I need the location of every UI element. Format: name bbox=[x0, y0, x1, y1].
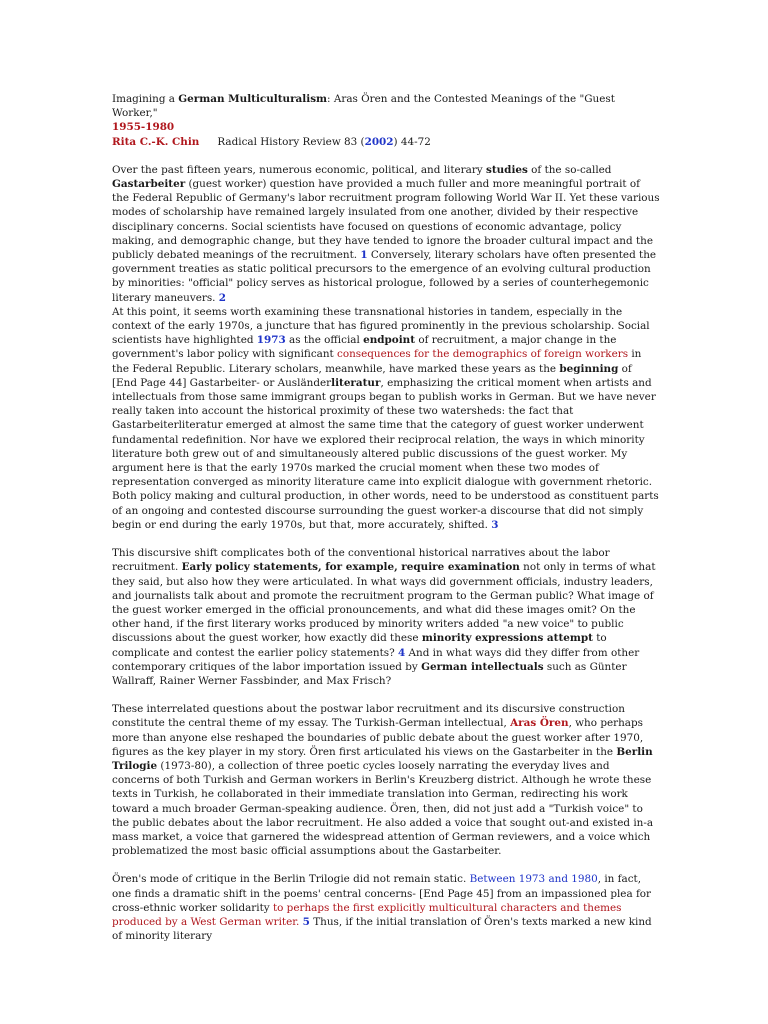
article-body bbox=[112, 92, 660, 943]
footnote-link-5[interactable]: 5 bbox=[302, 915, 310, 928]
journal-pages: ) 44-72 bbox=[393, 135, 431, 148]
keyword-beginning: beginning bbox=[559, 362, 619, 375]
paragraph-2: At this point, it seems worth examining these transnational histories in tandem, especially in the context of the early 1970s, a juncture that has figured prominently in the previous scholarship. Social scientists have highlighted 1973 as the official endpoint of recruitment, a major change in the government's labor policy with significant consequences for the demographics of foreign workers in the Federal Republic. Literary scholars, meanwhile, have marked these years as the beginning of [End Page 44] Gastarbeiter- or Ausländerliteratur, emphasizing the critical moment when artists and intellectuals from those same immigrant groups began to publish works in German. But we have never really taken into account the historical proximity of these two watersheds: the fact that Gastarbeiterliteratur emerged at almost the same time that the category of guest worker underwent fundamental redefinition. Nor have we explored their reciprocal relation, the ways in which minority literature both grew out of and simultaneously altered public discussions of the guest worker. My argument here is that the early 1970s marked the crucial moment when these two modes of representation converged as minority literature came into explicit dialogue with government rhetoric. Both policy making and cultural production, in other words, need to be understood as constituent parts of an ongoing and contested discourse surrounding the guest worker-a discourse that did not simply begin or end during the early 1970s, but that, more accurately, shifted. 3 bbox=[112, 305, 659, 531]
highlight-consequences: consequences for the demographics of foreign workers bbox=[337, 348, 629, 361]
keyword-german-intellectuals: German intellectuals bbox=[421, 660, 544, 673]
keyword-early-policy: Early policy statements, for example, require examination bbox=[181, 561, 520, 574]
keyword-minority-expressions: minority expressions attempt bbox=[421, 632, 593, 645]
title-bold: German Multiculturalism bbox=[178, 93, 328, 105]
keyword-studies: studies bbox=[485, 163, 528, 176]
footnote-link-1[interactable]: 1 bbox=[360, 249, 368, 262]
title-years: 1955-1980 bbox=[112, 121, 175, 134]
paragraph-3: This discursive shift complicates both of the conventional historical narratives about the labor recruitment. Early policy statements, for example, require examination not only in terms of what they said, but also how they were articulated. In what ways did government officials, industry leaders, and journalists talk about and promote the recruitment program to the German public? What image of the guest worker emerged in the official pronouncements, and what did these images omit? On the other hand, if the first literary works produced by minority writers added "a new voice" to public discussions about the guest worker, how exactly did these minority expressions attempt to complicate and contest the earlier policy statements? 4 And in what ways did they differ from other contemporary critiques of the labor importation issued by German intellectuals such as Günter Wallraff, Rainer Werner Fassbinder, and Max Frisch? bbox=[112, 547, 656, 687]
keyword-gastarbeiter: Gastarbeiter bbox=[112, 178, 186, 191]
highlight-multicultural: to perhaps the first explicitly multicultural characters and themes produced by a West German writer. bbox=[112, 901, 622, 928]
footnote-link-4[interactable]: 4 bbox=[397, 646, 406, 659]
journal-citation: Radical History Review 83 ( bbox=[217, 135, 365, 148]
journal-year: 2002 bbox=[364, 135, 394, 148]
link-1973[interactable]: 1973 bbox=[256, 334, 286, 347]
paragraph-5: Ören's mode of critique in the Berlin Trilogie did not remain static. Between 1973 and 1980, in fact, one finds a dramatic shift in the poems' central concerns- [End Page 45] from an impassioned plea for cross-ethnic worker solidarity to perhaps the first explicitly multicultural characters and themes produced by a West German writer. 5 Thus, if the initial translation of Ören's texts marked a new kind of minority literary bbox=[112, 873, 652, 943]
title-text: Imagining a bbox=[112, 93, 179, 105]
paragraph-4: These interrelated questions about the postwar labor recruitment and its discursive construction constitute the central theme of my essay. The Turkish-German intellectual, Aras Ören, who perhaps more than anyone else reshaped the boundaries of public debate about the guest worker after 1970, figures as the key player in my story. Ören first articulated his views on the Gastarbeiter in the Berlin Trilogie (1973-80), a collection of three poetic cycles loosely narrating the everyday lives and concerns of both Turkish and German workers in Berlin's Kreuzberg district. Although he wrote these texts in Turkish, he collaborated in their immediate translation into German, redirecting his work toward a much broader German-speaking audience. Ören, then, did not just add a "Turkish voice" to the public debates about the labor recruitment. He also added a voice that sought out-and existed in-a mass market, a voice that garnered the widespread attention of German reviewers, and a voice which problematized the most basic official assumptions about the Gastarbeiter. bbox=[112, 703, 654, 858]
footnote-link-3[interactable]: 3 bbox=[491, 518, 499, 531]
highlight-aras-oren: Aras Ören bbox=[510, 717, 569, 730]
title-subtitle: : Aras Ören and the Contested Meanings of the "Guest Worker," bbox=[112, 93, 615, 120]
article-title bbox=[112, 92, 660, 135]
keyword-literatur: literatur bbox=[331, 376, 381, 389]
byline bbox=[112, 135, 660, 149]
highlight-between-years: Between 1973 and 1980 bbox=[469, 873, 598, 886]
paragraph-1: Over the past fifteen years, numerous economic, political, and literary studies of the so-called Gastarbeiter (guest worker) question have provided a much fuller and more meaningful portrait of the Federal Republic of Germany's labor recruitment program following World War II. Yet these various modes of scholarship have remained largely insulated from one another, divided by their respective disciplinary concerns. Social scientists have focused on questions of economic advantage, policy making, and demographic change, but they have tended to ignore the broader cultural impact and the publicly debated meanings of the recruitment. 1 Conversely, literary scholars have often presented the government treaties as static political precursors to the emergence of an evolving cultural production by minorities: "official" policy serves as historical prologue, followed by a series of counterhegemonic literary maneuvers. 2 bbox=[112, 163, 660, 304]
footnote-link-2[interactable]: 2 bbox=[218, 291, 227, 304]
author-name: Rita C.-K. Chin bbox=[112, 135, 200, 148]
keyword-endpoint: endpoint bbox=[363, 334, 416, 347]
keyword-berlin-trilogie: Berlin Trilogie bbox=[112, 745, 653, 772]
